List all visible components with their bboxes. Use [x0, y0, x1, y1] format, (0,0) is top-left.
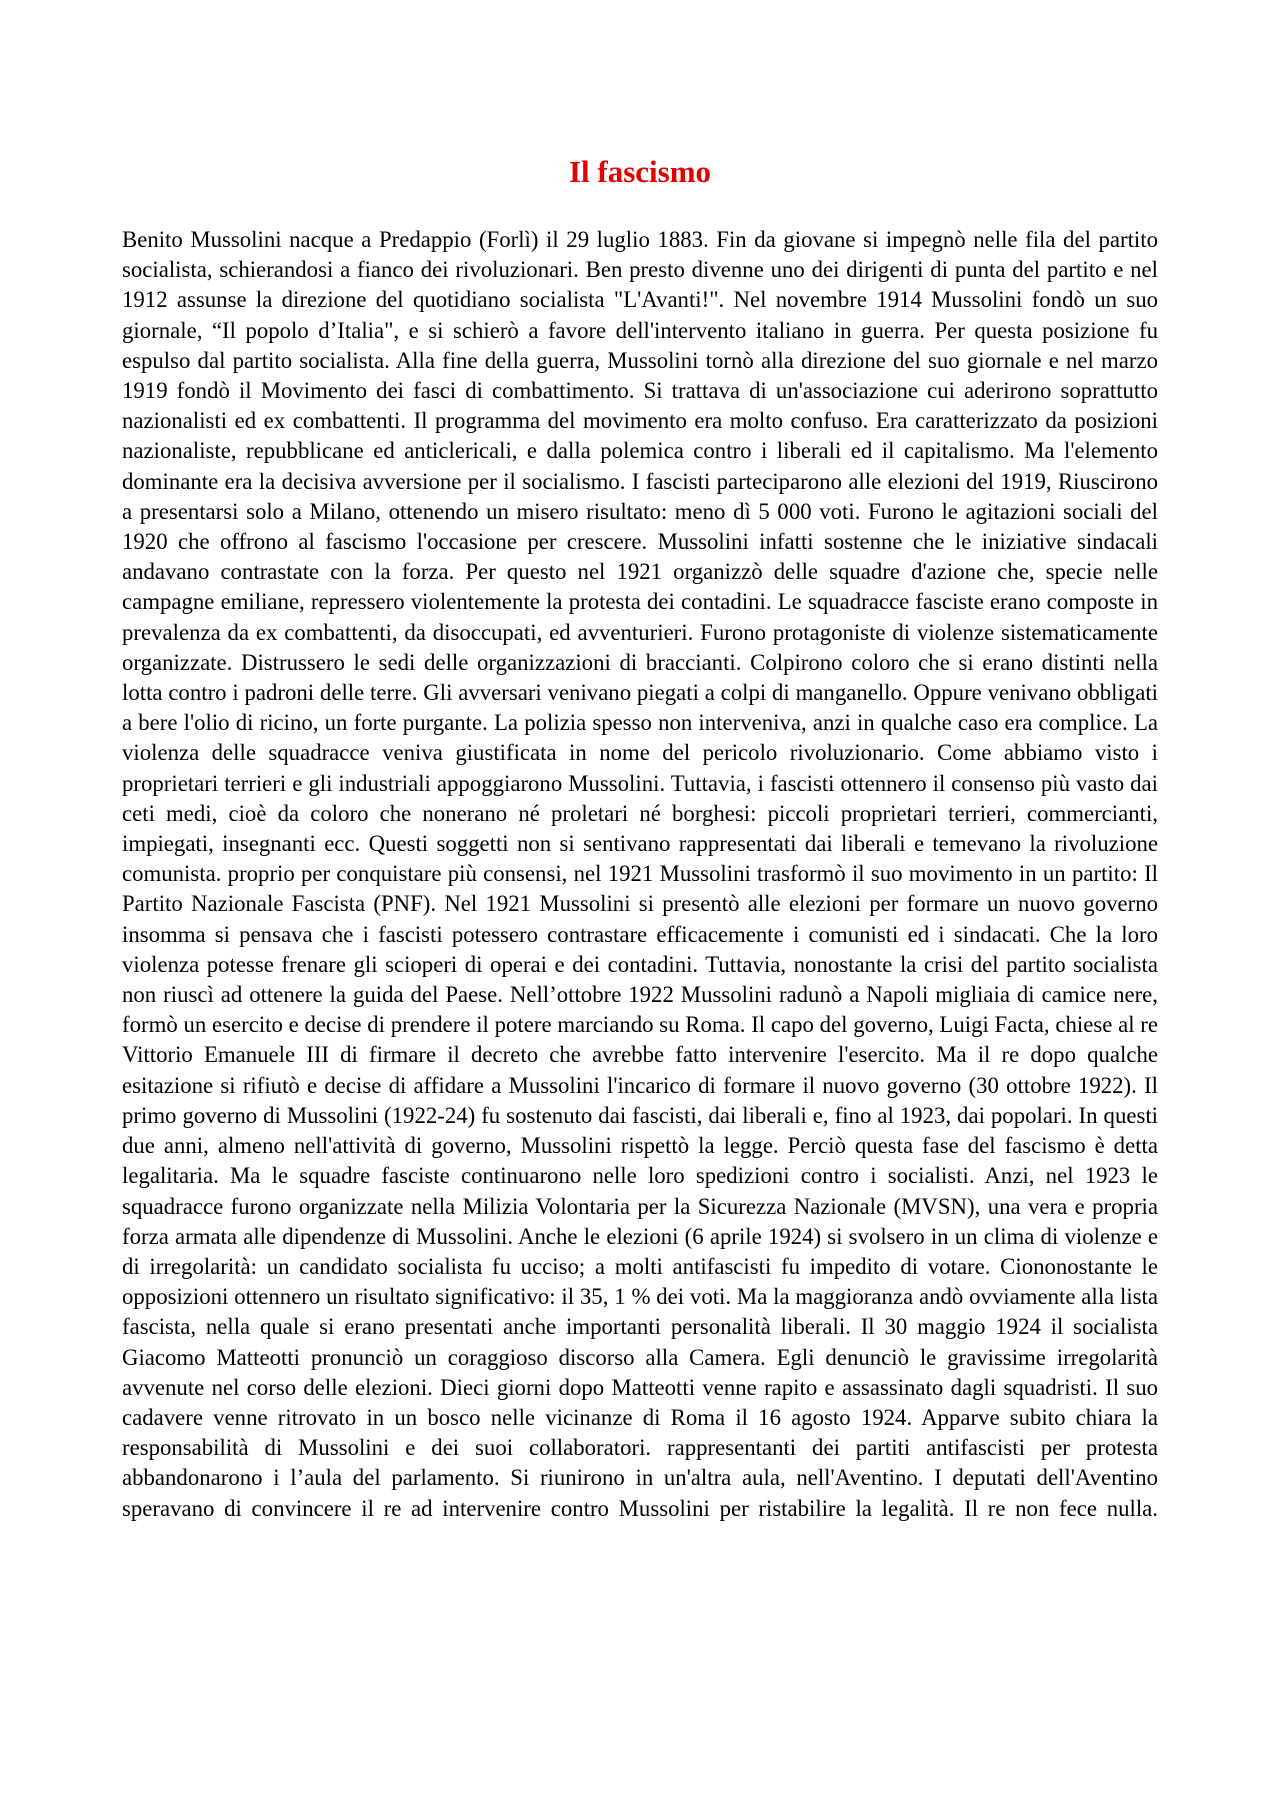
page-title: Il fascismo — [568, 154, 712, 189]
body-paragraph: Benito Mussolini nacque a Predappio (Forlì) il 29 luglio 1883. Fin da giovane si impegnò nelle fila del partito socialista, schierandosi a fianco dei rivoluzionari. Ben presto divenne uno dei dirigenti di punta del partito e nel 1912 assunse la direzione del quotidiano socialista "L'Avanti!". Nel novembre 1914 Mussolini fondò un suo giornale, “Il popolo d’Italia", e si schierò a favore dell'intervento italiano in guerra. Per questa posizione fu espulso dal partito socialista. Alla fine della guerra, Mussolini tornò alla direzione del suo giornale e nel marzo 1919 fondò il Movimento dei fasci di combattimento. Si trattava di un'associazione cui aderirono soprattutto nazionalisti ed ex combattenti. Il programma del movimento era molto confuso. Era caratterizzato da posizioni nazionaliste, repubblicane ed anticlericali, e dalla polemica contro i liberali ed il capitalismo. Ma l'elemento dominante era la decisiva avversione per il socialismo. I fascisti parteciparono alle elezioni del 1919, Riuscirono a presentarsi solo a Milano, ottenendo un misero risultato: meno dì 5 000 voti. Furono le agitazioni sociali del 1920 che offrono al fascismo l'occasione per crescere. Mussolini infatti sostenne che le iniziative sindacali andavano contrastate con la forza. Per questo nel 1921 organizzò delle squadre d'azione che, specie nelle campagne emiliane, repressero violentemente la protesta dei contadini. Le squadracce fasciste erano composte in prevalenza da ex combattenti, da disoccupati, ed avventurieri. Furono protagoniste di violenze sistematicamente organizzate. Distrussero le sedi delle organizzazioni di braccianti. Colpirono coloro che si erano distinti nella lotta contro i padroni delle terre. Gli avversari venivano piegati a colpi di manganello. Oppure venivano obbligati a bere l'olio di ricino, un forte purgante. La polizia spesso non interveniva, anzi in qualche caso era complice. La violenza delle squadracce veniva giustificata in nome del pericolo rivoluzionario. Come abbiamo visto i proprietari terrieri e gli industriali appoggiarono Mussolini. Tuttavia, i fascisti ottennero il consenso più vasto dai ceti medi, cioè da coloro che nonerano né proletari né borghesi: piccoli proprietari terrieri, commercianti, impiegati, insegnanti ecc. Questi soggetti non si sentivano rappresentati dai liberali e temevano la rivoluzione comunista. proprio per conquistare più consensi, nel 1921 Mussolini trasformò il suo movimento in un partito: Il Partito Nazionale Fascista (PNF). Nel 1921 Mussolini si presentò alle elezioni per formare un nuovo governo insomma si pensava che i fascisti potessero contrastare efficacemente i comunisti ed i sindacati. Che la loro violenza potesse frenare gli scioperi di operai e dei contadini. Tuttavia, nonostante la crisi del partito socialista non riuscì ad ottenere la guida del Paese. Nell’ottobre 1922 Mussolini radunò a Napoli migliaia di camice nere, formò un esercito e decise di prendere il potere marciando su Roma. Il capo del governo, Luigi Facta, chiese al re Vittorio Emanuele III di firmare il decreto che avrebbe fatto intervenire l'esercito. Ma il re dopo qualche esitazione si rifiutò e decise di affidare a Mussolini l'incarico di formare il nuovo governo (30 ottobre 1922). Il primo governo di Mussolini (1922-24) fu sostenuto dai fascisti, dai liberali e, fino al 1923, dai popolari. In questi due anni, almeno nell'attività di governo, Mussolini rispettò la legge. Perciò questa fase del fascismo è detta legalitaria. Ma le squadre fasciste continuarono nelle loro spedizioni contro i socialisti. Anzi, nel 1923 le squadracce furono organizzate nella Milizia Volontaria per la Sicurezza Nazionale (MVSN), una vera e propria forza armata alle dipendenze di Mussolini. Anche le elezioni (6 aprile 1924) si svolsero in un clima di violenze e di irregolarità: un candidato socialista fu ucciso; a molti antifascisti fu impedito di votare. Ciononostante le opposizioni ottennero un risultato significativo: il 35, 1 % dei voti. Ma la maggioranza andò ovviamente alla lista fascista, nella quale si erano presentati anche importanti personalità liberali. Il 30 maggio 1924 il socialista Giacomo Matteotti pronunciò un coraggioso discorso alla Camera. Egli denunciò le gravissime irregolarità avvenute nel corso delle elezioni. Dieci giorni dopo Matteotti venne rapito e assassinato dagli squadristi. Il suo cadavere venne ritrovato in un bosco nelle vicinanze di Roma il 16 agosto 1924. Apparve subito chiara la responsabilità di Mussolini e dei suoi collaboratori. rappresentanti dei partiti antifascisti per protesta abbandonarono i l’aula del parlamento. Si riunirono in un'altra aula, nell'Aventino. I deputati dell'Aventino speravano di convincere il re ad intervenire contro Mussolini per ristabilire la legalità. Il re non fece nulla. — [122, 227, 1158, 1521]
